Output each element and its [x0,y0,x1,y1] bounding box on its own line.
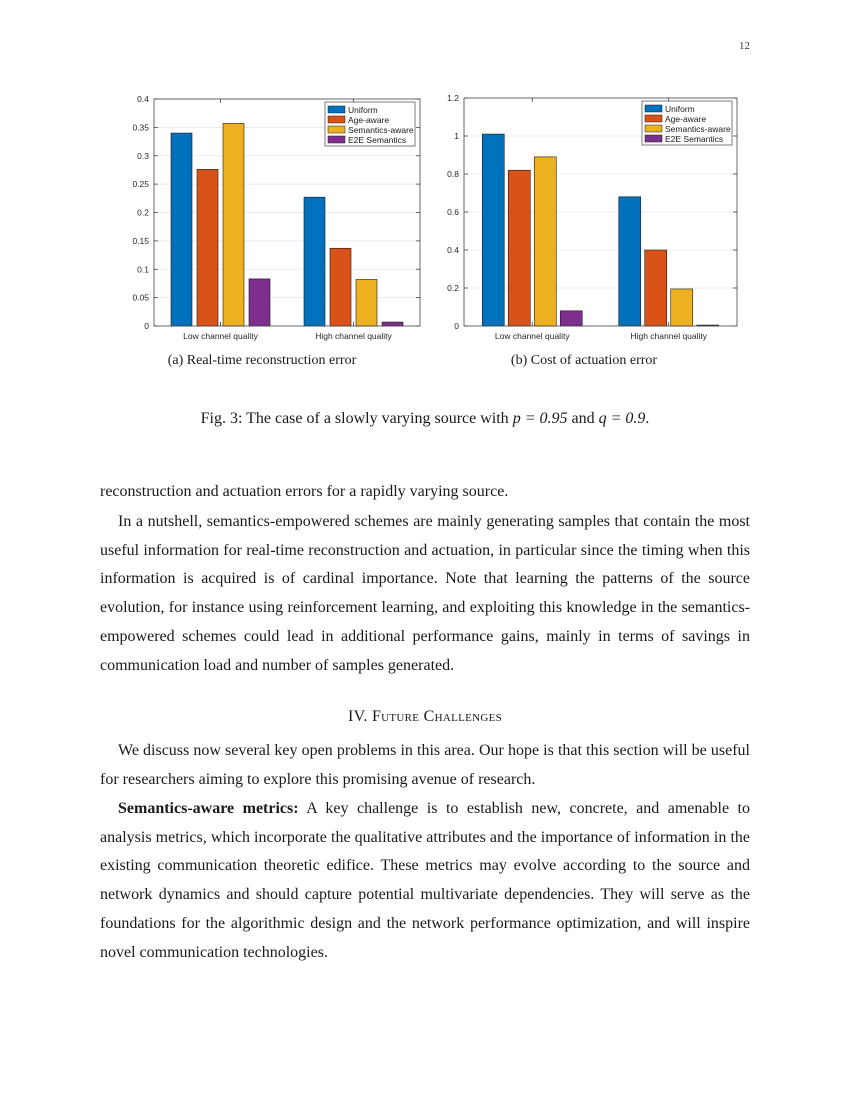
y-tick-label: 0.1 [137,264,149,275]
y-tick-label: 0.6 [447,207,459,217]
figure-caption-p: p = 0.95 [512,410,568,427]
legend-label: E2E Semantics [665,134,724,144]
y-tick-label: 1.2 [447,93,459,103]
legend-swatch [645,135,662,142]
paragraph-metrics [100,795,750,967]
figure-caption-suffix: . [645,410,650,427]
bar [508,170,530,326]
bar [671,289,693,326]
bar [619,197,641,326]
section-heading: IV. Future Challenges [347,708,503,725]
legend-label: Uniform [665,104,695,114]
y-tick-label: 0 [454,321,459,331]
bar [534,157,556,326]
metrics-lead: Semantics-aware metrics: [118,800,299,817]
paragraph-continuation: reconstruction and actuation errors for a rapidly varying source. [100,483,509,500]
legend-label: E2E Semantics [348,135,407,145]
paragraph-intro: We discuss now several key open problems in this area. Our hope is that this section will be useful for researchers aiming to explore this promising avenue of research. [100,742,750,788]
legend-label: Age-aware [665,114,707,124]
subcaption-a: (a) Real-time reconstruction error [167,353,357,368]
legend-swatch [645,125,662,132]
legend-label: Semantics-aware [665,124,731,134]
bar [197,169,218,326]
paragraph-nutshell: In a nutshell, semantics-empowered schemes are mainly generating samples that contain the most useful information for real-time reconstruction and actuation, in particular since the timing when this information is acquired is of cardinal importance. Note that learning the patterns of the source evolution, for instance using reinforcement learning, and exploiting this knowledge in the semantics-empowered schemes could lead in additional performance gains, mainly in terms of savings in communication load and number of samples generated. [100,513,750,674]
legend-label: Age-aware [348,115,390,125]
bar [330,248,351,326]
x-tick-label: High channel quality [630,331,708,341]
y-tick-label: 1 [454,131,459,141]
y-tick-label: 0.35 [132,122,149,133]
y-tick-label: 0.05 [132,292,149,303]
bar [223,123,244,326]
y-tick-label: 0.4 [137,94,149,104]
figure-caption-prefix: Fig. 3: The case of a slowly varying source with [200,410,513,427]
metrics-text: A key challenge is to establish new, concrete, and amenable to analysis metrics, which incorporate the qualitative attributes and the importance of information in the existing communication theoretic edifice. These metrics may evolve according to the source and network dynamics and should capture potential multivariate dependencies. They will serve as the foundations for the algorithmic design and the network performance optimization, and will inspire novel communication technologies. [100,800,751,961]
y-tick-label: 0.2 [447,283,459,293]
legend-swatch [328,116,345,123]
figure-caption [100,410,750,428]
y-tick-label: 0.15 [132,235,149,246]
x-tick-label: Low channel quality [183,331,258,341]
bar [560,311,582,326]
legend-swatch [328,106,345,113]
chart-actuation-error [420,86,750,348]
bar [482,134,504,326]
bar [645,250,667,326]
bar [249,279,270,326]
y-tick-label: 0.2 [137,207,149,218]
figure-caption-middle: and [567,410,599,427]
bar [382,322,403,326]
legend-swatch [645,115,662,122]
legend-swatch [328,126,345,133]
bar [356,279,377,326]
legend-swatch [645,105,662,112]
figure-caption-q: q = 0.9 [598,410,646,427]
y-tick-label: 0.8 [447,169,459,179]
y-tick-label: 0.25 [132,179,149,190]
legend-label: Semantics-aware [348,125,414,135]
bar [171,133,192,326]
subcaption-b: (b) Cost of actuation error [510,353,658,368]
legend-label: Uniform [348,105,378,115]
y-tick-label: 0 [144,321,149,331]
bar [304,197,325,326]
x-tick-label: High channel quality [315,331,392,341]
chart-b-svg [420,86,750,348]
chart-a-svg [102,86,422,348]
page-number: 12 [739,40,750,52]
x-tick-label: Low channel quality [494,331,570,341]
y-tick-label: 0.3 [137,150,149,161]
chart-reconstruction-error [102,86,422,348]
legend-swatch [328,136,345,143]
y-tick-label: 0.4 [447,245,459,255]
